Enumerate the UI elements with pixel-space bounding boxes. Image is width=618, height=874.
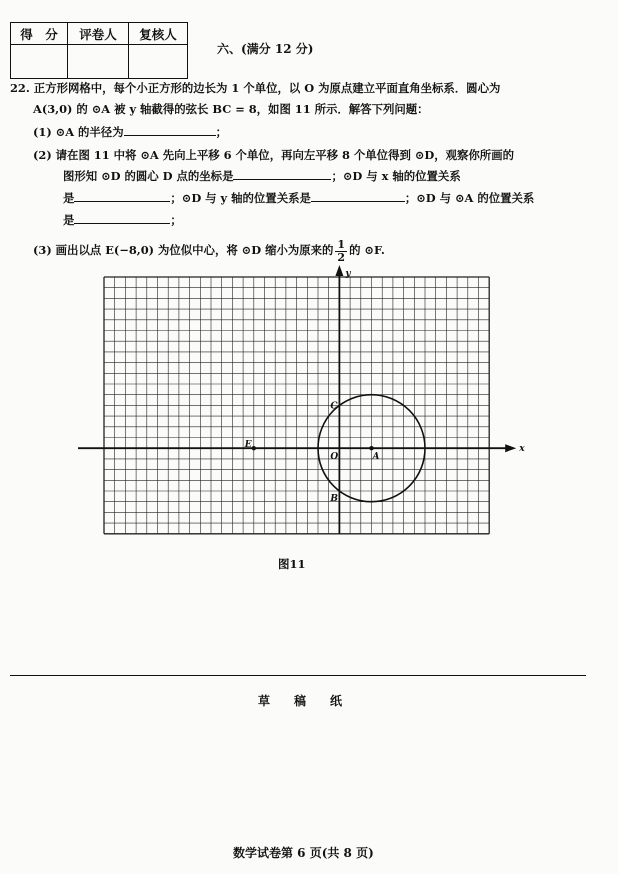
point-c-label: C: [330, 401, 338, 412]
score-header-score: 得 分: [11, 23, 68, 45]
x-axis-label: x: [519, 444, 525, 455]
coordinate-grid: [104, 277, 489, 534]
y-axis-arrow: [335, 265, 343, 276]
part3-text-b: 的 ⊙F.: [349, 243, 385, 257]
figure-caption: 图11: [278, 557, 306, 571]
part2-text-d: ；⊙D 与 y 轴的位置关系是: [170, 191, 311, 205]
fraction-denominator: 2: [337, 250, 346, 264]
page-footer: 数学试卷第 6 页(共 8 页): [233, 846, 374, 860]
part2-text-a: 图形知 ⊙D 的圆心 D 点的坐标是: [63, 169, 234, 183]
part2-line1: (2) 请在图 11 中将 ⊙A 先向上平移 6 个单位，再向左平移 8 个单位得到 ⊙D，观察你所画的: [33, 148, 514, 162]
origin-label: O: [330, 452, 339, 463]
draft-paper-label: 草 稿 纸: [258, 694, 343, 708]
y-axis-label: y: [345, 269, 351, 279]
part2-text-e: ；⊙D 与 ⊙A 的位置关系: [404, 191, 535, 205]
part2-text-f: 是: [63, 213, 75, 227]
part2-text-g: ；: [170, 213, 182, 227]
part3-text-a: (3) 画出以点 E(−8,0) 为位似中心，将 ⊙D 缩小为原来的: [33, 243, 334, 257]
question-intro-line2: A(3,0) 的 ⊙A 被 y 轴截得的弦长 BC = 8，如图 11 所示．解答下列问题：: [33, 102, 429, 116]
question-intro-text1: 正方形网格中，每个小正方形的边长为 1 个单位，以 O 为原点建立平面直角坐标系．圆心为: [33, 81, 501, 95]
point-a-dot: [369, 446, 373, 450]
part1-text: (1) ⊙A 的半径为: [33, 125, 124, 139]
section-title: 六、(满分 12 分): [217, 42, 314, 56]
coordinate-axes: [78, 265, 516, 534]
part2-text-c: 是: [63, 191, 75, 205]
point-e-label: E: [244, 440, 252, 451]
fraction-numerator: 1: [337, 237, 346, 251]
question-number: 22.: [10, 81, 30, 95]
point-e-dot: [252, 446, 256, 450]
point-b-label: B: [330, 494, 339, 504]
score-header-grader: 评卷人: [68, 23, 129, 45]
x-axis-arrow: [505, 444, 516, 452]
part2-text-b: ；⊙D 与 x 轴的位置关系: [331, 169, 461, 183]
point-a-label: A: [372, 452, 380, 463]
divider-line: [10, 675, 586, 676]
score-header-reviewer: 复核人: [129, 23, 188, 45]
part1-end: ；: [215, 125, 227, 139]
